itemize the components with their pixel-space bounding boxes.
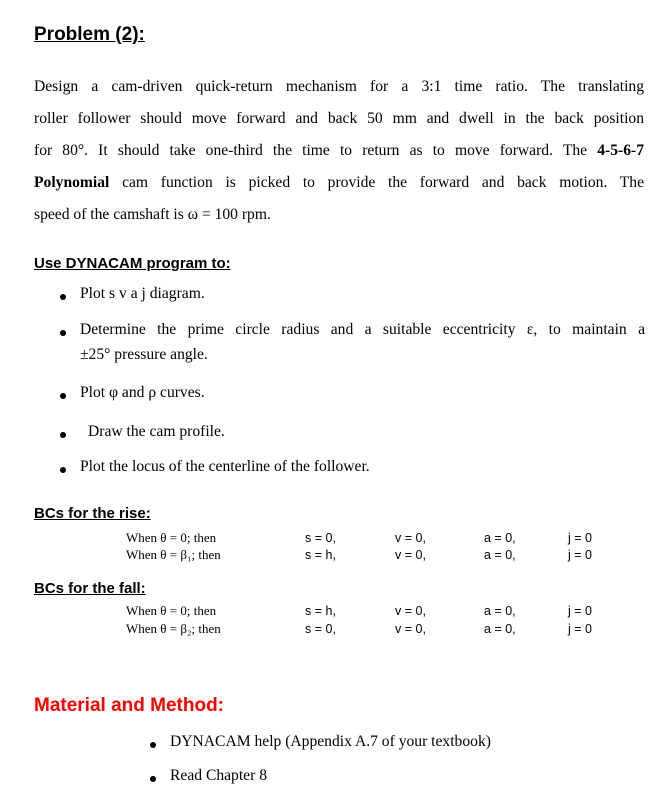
bc-condition: When θ = β₁; then — [126, 547, 221, 562]
bc-s: s = 0, — [305, 622, 336, 636]
bc-a: a = 0, — [484, 548, 516, 562]
bc-condition: When θ = β₂; then — [126, 621, 221, 636]
bc-a: a = 0, — [484, 622, 516, 636]
bc-j: j = 0 — [568, 548, 592, 562]
polynomial-code: 4-5-6-7 — [597, 142, 644, 159]
bullet-dot — [60, 467, 66, 473]
bc-v: v = 0, — [395, 548, 426, 562]
bullet-dot — [60, 294, 66, 300]
list-item: Determine the prime circle radius and a suitable eccentricity ε, to maintain a — [80, 321, 645, 338]
bc-j: j = 0 — [568, 531, 592, 545]
bc-s: s = 0, — [305, 531, 336, 545]
bc-v: v = 0, — [395, 604, 426, 618]
bc-a: a = 0, — [484, 531, 516, 545]
problem-statement — [34, 71, 644, 231]
bullet-dot — [60, 393, 66, 399]
problem-line-1: Design a cam-driven quick-return mechanism for a 3:1 time ratio. The translating — [34, 78, 644, 95]
list-item-continuation: ±25° pressure angle. — [80, 346, 208, 363]
problem-line-2: roller follower should move forward and back 50 mm and dwell in the back position — [34, 110, 644, 127]
bc-v: v = 0, — [395, 531, 426, 545]
bullet-dot — [150, 742, 156, 748]
list-item: Plot the locus of the centerline of the follower. — [80, 458, 370, 475]
bc-condition: When θ = 0; then — [126, 603, 217, 618]
method-heading: Material and Method: — [34, 695, 225, 716]
polynomial-word: Polynomial — [34, 174, 110, 191]
problem-line-5: speed of the camshaft is ω = 100 rpm. — [34, 206, 271, 223]
bc-s: s = h, — [305, 604, 336, 618]
dynacam-heading: Use DYNACAM program to: — [34, 255, 231, 272]
bc-condition: When θ = 0; then — [126, 530, 217, 545]
bc-fall-heading: BCs for the fall: — [34, 580, 146, 597]
problem-line-4: Polynomial cam function is picked to provide the forward and back motion. The — [34, 174, 644, 191]
list-item: Plot φ and ρ curves. — [80, 384, 205, 401]
bc-j: j = 0 — [568, 604, 592, 618]
list-item: DYNACAM help (Appendix A.7 of your textbook) — [170, 733, 491, 750]
list-item: Plot s v a j diagram. — [80, 285, 205, 302]
bc-s: s = h, — [305, 548, 336, 562]
problem-line-3: for 80°. It should take one-third the time to return as to move forward. The 4-5-6-7 — [34, 142, 644, 159]
bullet-dot — [60, 432, 66, 438]
bullet-dot — [150, 776, 156, 782]
bc-v: v = 0, — [395, 622, 426, 636]
bc-a: a = 0, — [484, 604, 516, 618]
list-item: Read Chapter 8 — [170, 767, 267, 784]
bc-rise-heading: BCs for the rise: — [34, 505, 151, 522]
problem-title: Problem (2): — [34, 24, 145, 45]
bc-j: j = 0 — [568, 622, 592, 636]
bullet-dot — [60, 330, 66, 336]
list-item: Draw the cam profile. — [88, 423, 225, 440]
